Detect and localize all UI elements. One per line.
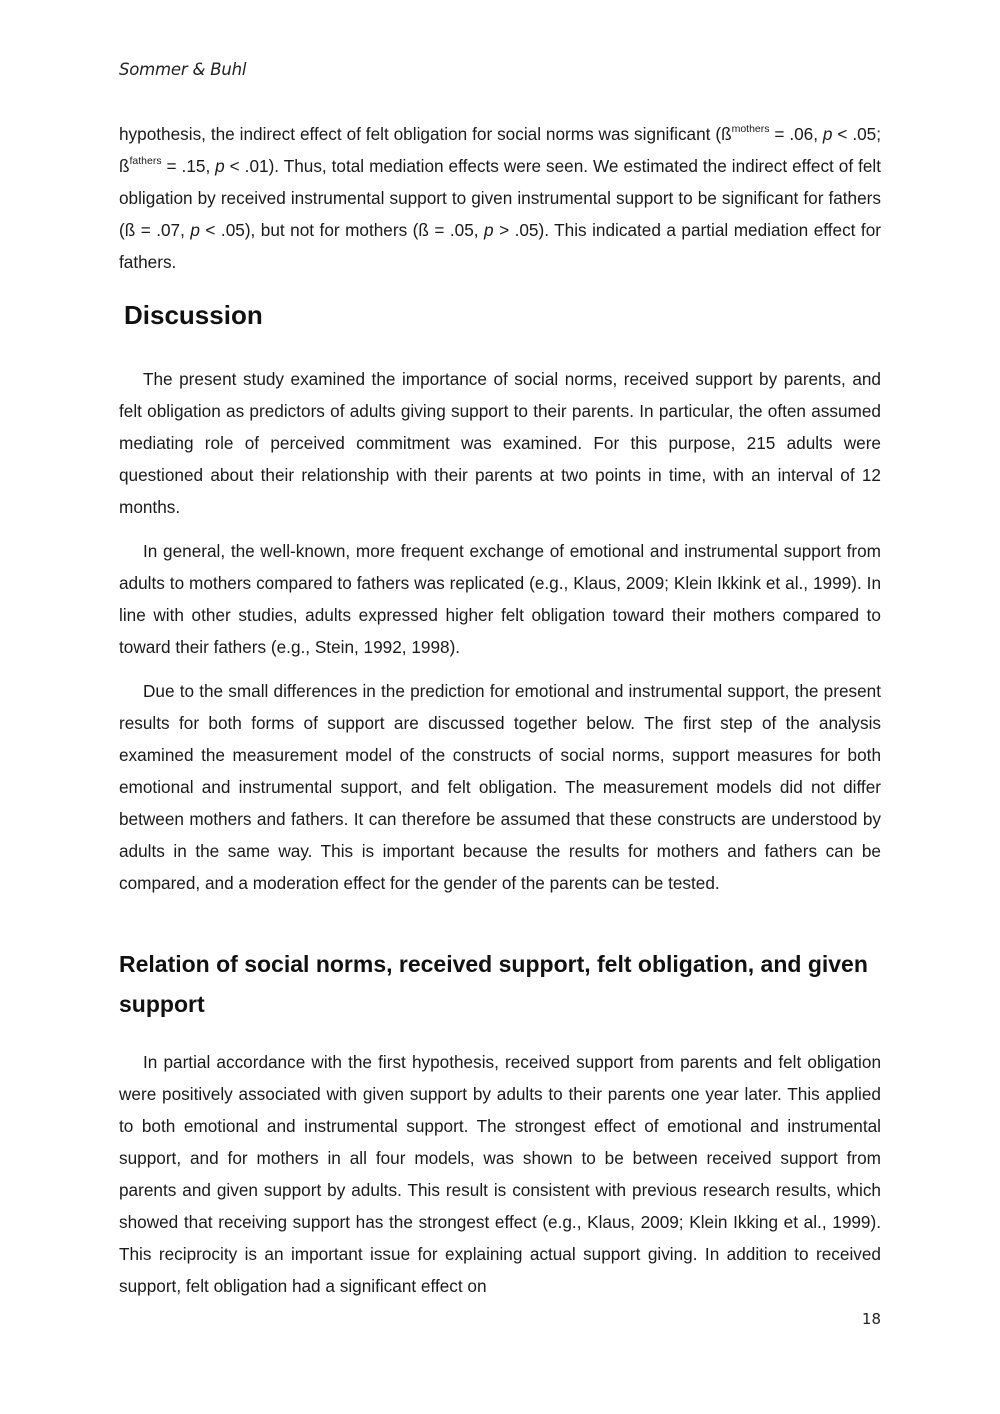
italic-p: p xyxy=(190,220,200,240)
text-segment: = .15, xyxy=(161,156,216,176)
superscript-mothers: mothers xyxy=(731,123,770,136)
italic-p: p xyxy=(822,124,833,144)
text-segment: > .05). This indicated a partial mediation effect for fathers. xyxy=(119,220,881,272)
text-segment: = .06, xyxy=(769,124,823,144)
subsection-heading-relation: Relation of social norms, received support, felt obligation, and given support xyxy=(119,951,868,1017)
text-segment: < .05), but not for mothers (ß = .05, xyxy=(199,220,485,240)
discussion-paragraph-3: Due to the small differences in the prediction for emotional and instrumental support, the present results for both forms of support are discussed together below. The first step of the analysis examined the measurement model of the constructs of social norms, support measures for both emotional and instrumental support, and felt obligation. The measurement models did not differ between mothers and fathers. It can therefore be assumed that these constructs are understood by adults in the same way. This is important because the results for mothers and fathers can be compared, and a moderation effect for the gender of the parents can be tested. xyxy=(119,681,881,893)
relation-body xyxy=(119,1046,881,1302)
text-segment: hypothesis, the indirect effect of felt obligation for social norms was significant (ß xyxy=(119,124,732,144)
discussion-paragraph-1: The present study examined the importance of social norms, received support by parents, and felt obligation as predictors of adults giving support to their parents. In particular, the often assumed mediating role of perceived commitment was examined. For this purpose, 215 adults were questioned about their relationship with their parents at two points in time, with an interval of 12 months. xyxy=(119,369,881,517)
results-continuation xyxy=(119,118,881,278)
superscript-fathers: fathers xyxy=(129,155,162,168)
paragraph-mediation-results xyxy=(119,118,881,278)
running-head: Sommer & Buhl xyxy=(119,60,247,79)
relation-paragraph-1: In partial accordance with the first hypothesis, received support from parents and felt obligation were positively associated with given support by adults to their parents one year later. This applied to both emotional and instrumental support. The strongest effect of emotional and instrumental support, and for mothers in all four models, was shown to be between received support from parents and given support by adults. This result is consistent with previous research results, which showed that receiving support has the strongest effect (e.g., Klaus, 2009; Klein Ikking et al., 1999). This reciprocity is an important issue for explaining actual support giving. In addition to received support, felt obligation had a significant effect on xyxy=(119,1052,881,1296)
italic-p: p xyxy=(215,156,225,176)
discussion-paragraph-2: In general, the well-known, more frequent exchange of emotional and instrumental support from adults to mothers compared to fathers was replicated (e.g., Klaus, 2009; Klein Ikkink et al., 1999). In line with other studies, adults expressed higher felt obligation toward their mothers compared to toward their fathers (e.g., Stein, 1992, 1998). xyxy=(119,541,881,657)
discussion-body xyxy=(119,363,881,899)
italic-p: p xyxy=(484,220,494,240)
text-segment: < .05; ß xyxy=(119,124,881,176)
text-segment: < .01). Thus, total mediation effects were seen. We estimated the indirect effect of felt obligation by received instrumental support to given instrumental support to be significant for fathers (ß = .07, xyxy=(119,156,882,240)
section-heading-discussion: Discussion xyxy=(124,300,263,330)
page-number: 18 xyxy=(861,1310,881,1328)
